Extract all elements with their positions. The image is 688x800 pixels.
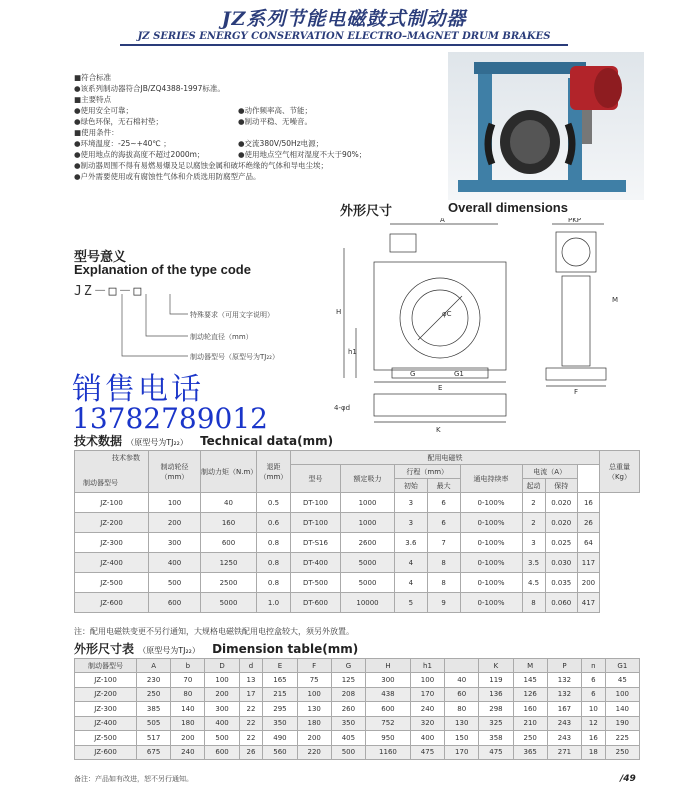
spec-line: ■使用条件： [74, 128, 119, 137]
dim-label-H: H [336, 308, 342, 316]
overall-dimension-drawing [330, 218, 640, 436]
table-row: JZ-400 400 1250 0.8 DT-400 5000 4 8 0-100% 3.5 0.030 117 [75, 553, 640, 573]
table-row: JZ-200 250 80 200 17 215 100 208 438 170 60 136 126 132 6 100 [75, 687, 640, 702]
spec-line: ●户外需要使用或有腐蚀性气体和介质选用防腐型产品。 [74, 172, 261, 181]
spec-line: ■主要特点 [74, 95, 112, 104]
overall-title-en: Overall dimensions [448, 200, 568, 215]
table-row: JZ-600 600 5000 1.0 DT-600 10000 5 9 0-100% 8 0.060 417 [75, 593, 640, 613]
explain-title-en: Explanation of the type code [74, 262, 251, 277]
spec-line: ●绿色环保，无石棉衬垫； ●制动平稳、无噪音。 [74, 117, 313, 126]
dim-label-A: A [440, 218, 445, 224]
tech-title: 技术数据 （原型号为TJ₂₂） Technical data(mm) [74, 434, 334, 448]
explain-title-cn: 型号意义 [74, 250, 127, 265]
table-row: JZ-600 675 240 600 26 560 220 500 1160 475 170 475 365 271 18 250 [75, 745, 640, 760]
dim-label-G1: G1 [454, 370, 464, 378]
table-corner: 技术参数 制动器型号 [75, 451, 149, 493]
dim-label-h1: h1 [348, 348, 357, 356]
code-label-model: 制动器型号（原型号为TJ₂₂） [190, 353, 279, 361]
table-row: JZ-400 505 180 400 22 350 180 350 752 320 130 325 210 243 12 190 [75, 716, 640, 731]
dim-label-E: E [438, 384, 443, 392]
table-row: JZ-500 500 2500 0.8 DT-500 5000 4 8 0-100% 4.5 0.035 200 [75, 573, 640, 593]
sales-label: 销售电话 [72, 372, 204, 407]
dim-label-phiC: φC [442, 310, 452, 318]
spec-line: ■符合标准 [74, 73, 112, 82]
page-number: /49 [620, 774, 636, 784]
spec-line: ●制动器周围不得有易燃易爆及足以腐蚀金属和破坏绝缘的气体和导电尘埃； [74, 161, 329, 170]
table-note: 注：配用电磁铁变更不另行通知，大规格电磁铁配用电控盒较大，须另外放置。 [74, 627, 354, 636]
drum-brake-image [448, 52, 644, 200]
type-code-leaders [100, 294, 190, 360]
dimension-title: 外形尺寸表 （原型号为TJ₂₂） Dimension table(mm) [74, 642, 359, 656]
code-label-diameter: 制动轮直径（mm） [190, 333, 253, 341]
table-row: JZ-500 517 200 500 22 490 200 405 950 400 150 358 250 243 16 225 [75, 731, 640, 746]
table-row: JZ-300 385 140 300 22 295 130 260 600 240 80 298 160 167 10 140 [75, 702, 640, 717]
spec-line: ●使用安全可靠； ●动作频率高、节能； [74, 106, 313, 115]
table-row: JZ-300 300 600 0.8 DT-S16 2600 3.6 7 0-100% 3 0.025 64 [75, 533, 640, 553]
dim-label-F: F [574, 388, 579, 396]
spec-list [74, 72, 434, 182]
spec-line: ●该系列制动器符合JB/ZQ4388-1997标准。 [74, 84, 225, 93]
type-code: JZ－□－□ [74, 284, 144, 299]
footer-note: 备注：产品如有改进，恕不另行通知。 [74, 775, 193, 783]
dim-label-K: K [436, 426, 441, 434]
technical-data-table: 技术参数 制动器型号 制动轮径（mm） 制动力矩（N.m） 退距（mm） 配用电磁铁 总重量（Kg） 型号 额定吸力 行程（mm） 通电持续率 电流（A） 初始 最大 起动 保持 JZ-100 100 40 0.5 DT-100 1000 3 6 0-100% 2 0.020 16 JZ-200 200 160 0.6 DT-100 1000 3 6 0-100% 2 0.020 26 JZ-300 300 600 0.8 DT-S16 2600 3.6 7 0-100% 3 0.025 64 JZ-400 400 1250 0.8 DT-400 5000 4 8 0-100% 3.5 0.030 117 JZ-500 500 2500 0.8 DT-500 5000 4 8 0-100% 4.5 0.035 200 JZ-600 600 5000 1.0 DT-600 10000 5 9 0-100% 8 0.060 417 [74, 450, 640, 613]
page-subtitle: JZ SERIES ENERGY CONSERVATION ELECTRO–MAGNET DRUM BRAKES [137, 31, 551, 42]
dim-label-G: G [410, 370, 416, 378]
spec-line: ●环境温度：-25~+40℃ ； ●交流380V/50Hz电源； [74, 139, 324, 148]
code-label-special: 特殊要求（可用文字说明） [190, 311, 274, 319]
table-row: JZ-100 100 40 0.5 DT-100 1000 3 6 0-100% 2 0.020 16 [75, 493, 640, 513]
dim-label-hole: 4-φd [334, 404, 351, 412]
dim-label-M: M [612, 296, 619, 304]
table-row: JZ-100 230 70 100 13 165 75 125 300 100 40 119 145 132 6 45 [75, 673, 640, 688]
product-photo [448, 52, 644, 200]
table-row: JZ-200 200 160 0.6 DT-100 1000 3 6 0-100% 2 0.020 26 [75, 513, 640, 533]
dim-label-PKP: PKP [568, 218, 582, 224]
dimension-table: 制动器型号 A b D d E F G H h1 K M P n G1 JZ-100 230 70 100 13 165 75 125 300 100 40 119 145 132 6 45 JZ-200 250 80 200 17 215 100 208 438 170 60 136 126 132 6 100 JZ-300 385 140 300 22 295 130 260 600 240 80 298 160 167 10 140 JZ-400 505 180 400 22 350 180 350 752 320 130 325 210 243 12 190 JZ-500 517 200 500 22 490 200 405 950 400 150 358 250 243 16 225 JZ-600 675 240 600 26 560 220 500 1160 475 170 475 365 271 18 250 [74, 658, 640, 760]
sales-phone: 13782789012 [72, 402, 268, 435]
title-divider [120, 44, 568, 46]
spec-line: ●使用地点的海拔高度不超过2000m； ●使用地点空气相对湿度不大于90%； [74, 150, 367, 159]
page-title: JZ系列节能电磁鼓式制动器 [221, 8, 467, 30]
overall-title-cn: 外形尺寸 [340, 204, 393, 219]
